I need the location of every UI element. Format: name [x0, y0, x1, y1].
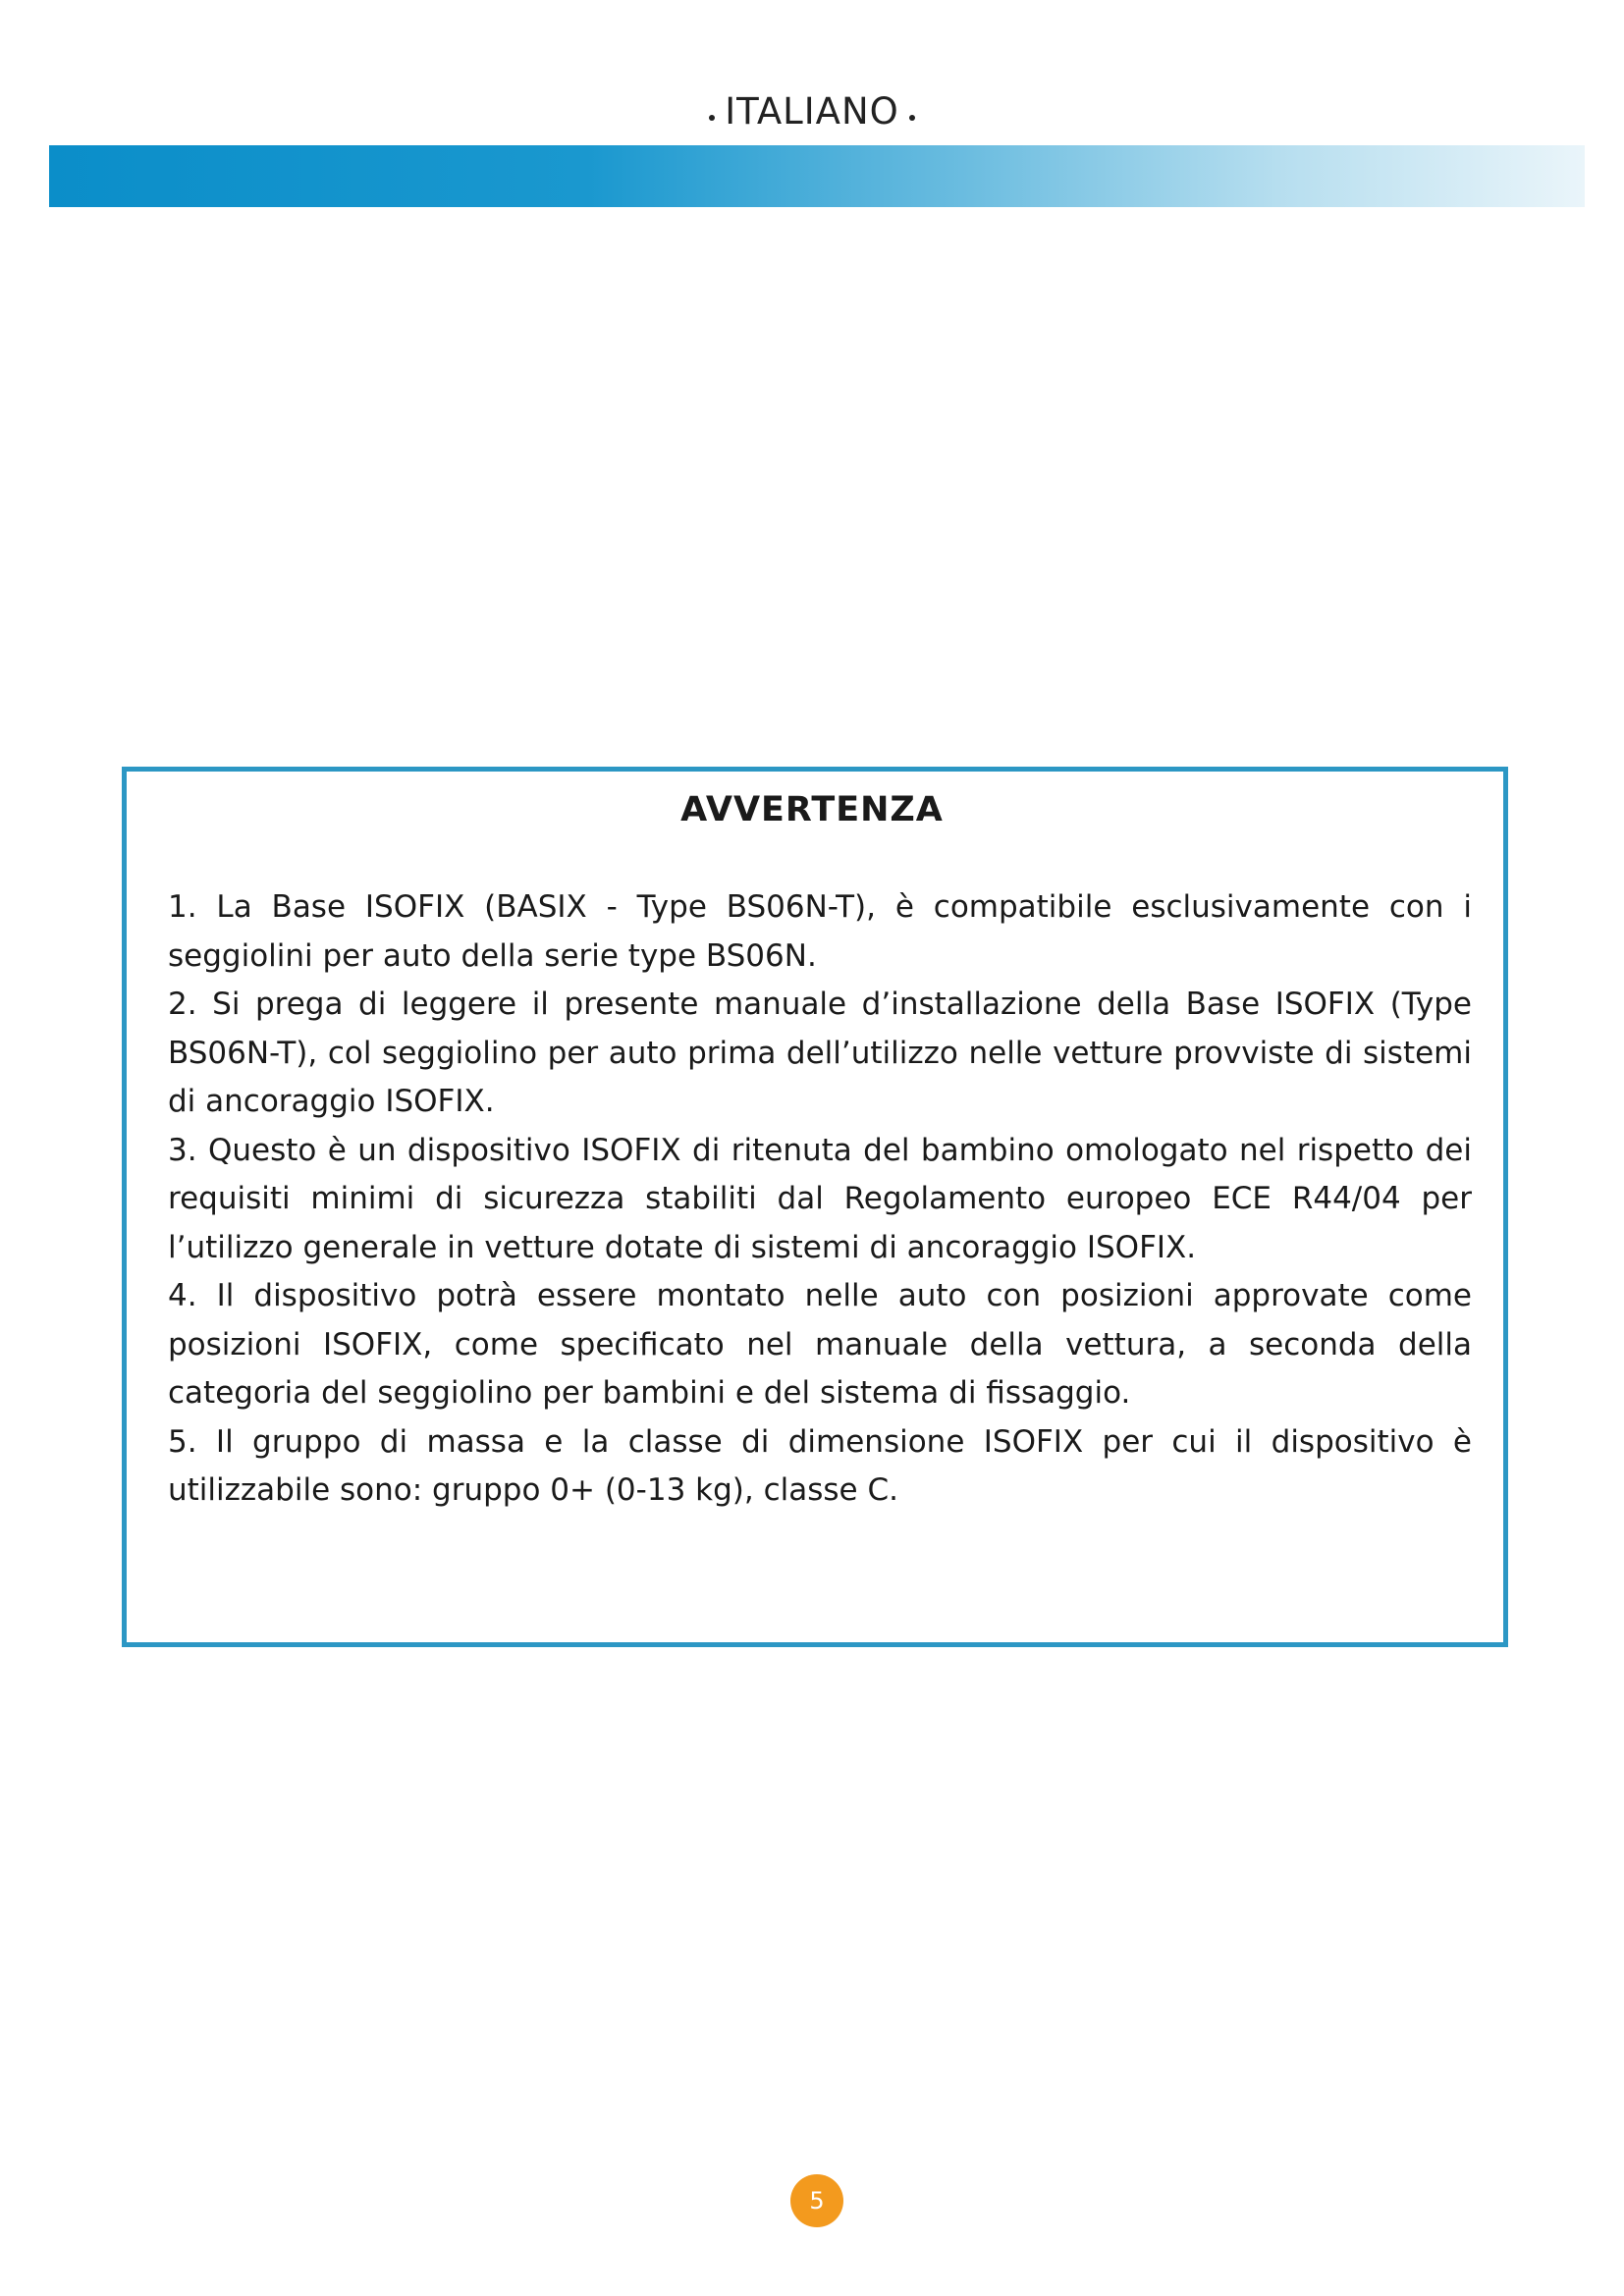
- warning-item: 5. Il gruppo di massa e la classe di dimensione ISOFIX per cui il dispositivo è utilizzabile sono: gruppo 0+ (0-13 kg), classe C.: [168, 1423, 1472, 1508]
- header-gradient-bar: [49, 145, 1585, 207]
- warning-item: 4. Il dispositivo potrà essere montato nelle auto con posizioni approvate come posizioni ISOFIX, come specificato nel manuale della vettura, a seconda della categoria del seggiolino per bambini e del sistema di fissaggio.: [168, 1278, 1472, 1411]
- page-number-badge: 5: [790, 2174, 843, 2227]
- warning-item: 2. Si prega di leggere il presente manuale d’installazione della Base ISOFIX (Type BS06N-T), col seggiolino per auto prima dell’utilizzo nelle vetture provviste di sistemi di ancoraggio ISOFIX.: [168, 987, 1472, 1119]
- bullet-dot-right: [909, 115, 915, 121]
- language-header-label: ITALIANO: [725, 90, 899, 133]
- language-header: [0, 90, 1624, 133]
- warning-item: 1. La Base ISOFIX (BASIX - Type BS06N-T), è compatibile esclusivamente con i seggiolini per auto della serie type BS06N.: [168, 889, 1472, 974]
- bullet-dot-left: [709, 115, 715, 121]
- warning-list: [168, 883, 1472, 1516]
- warning-title: AVVERTENZA: [680, 790, 944, 829]
- warning-item: 3. Questo è un dispositivo ISOFIX di ritenuta del bambino omologato nel rispetto dei requisiti minimi di sicurezza stabiliti dal Regolamento europeo ECE R44/04 per l’utilizzo generale in vetture dotate di sistemi di ancoraggio ISOFIX.: [168, 1132, 1472, 1265]
